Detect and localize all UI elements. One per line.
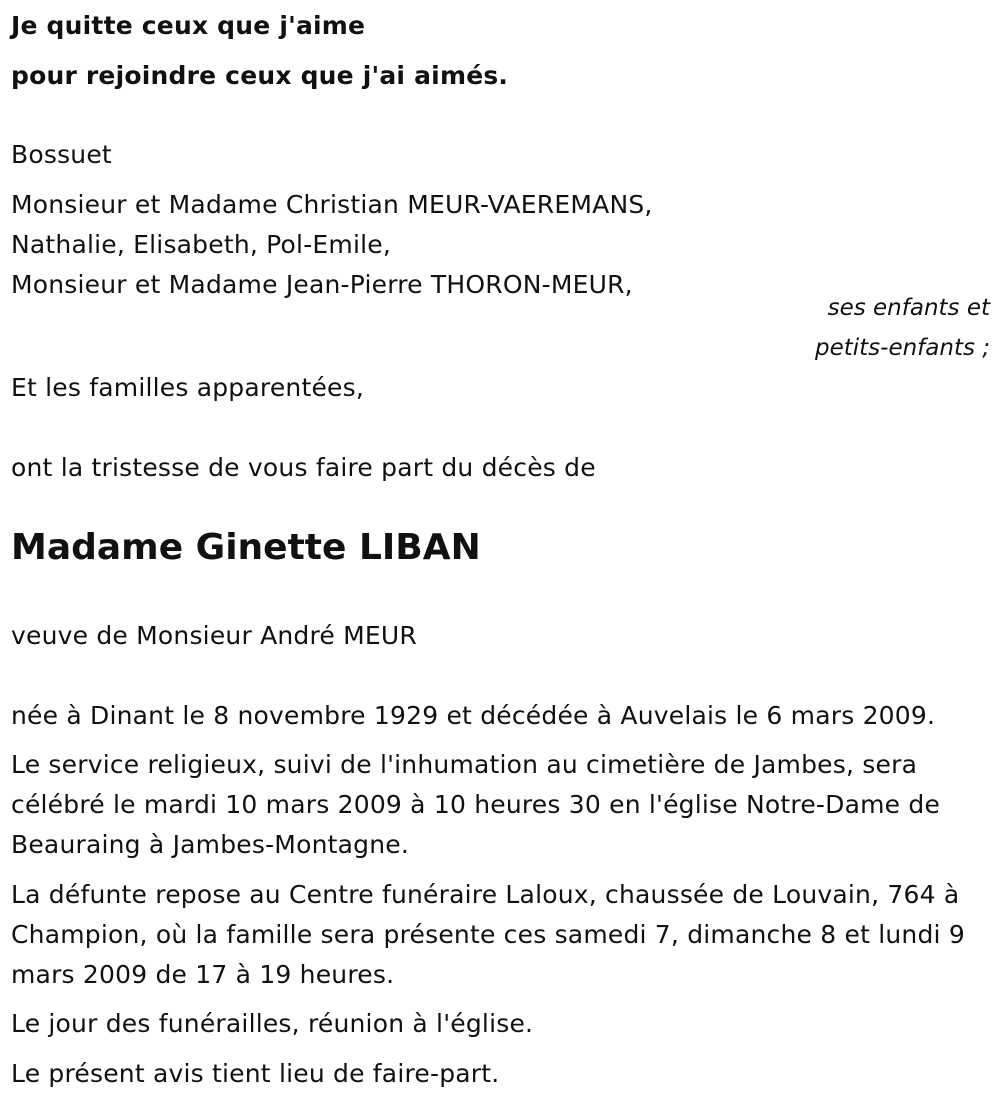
deceased-name: Madame Ginette LIBAN [11,527,481,568]
family-line-3: Monsieur et Madame Jean-Pierre THORON-MEUR, [11,270,633,299]
rest-info-paragraph: La défunte repose au Centre funéraire Laloux, chaussée de Louvain, 764 à Champion, où la famille sera présente ces samedi 7, dimanche 8 et lundi 9 mars 2009 de 17 à 19 heures. [11,880,965,989]
quote-author: Bossuet [11,140,112,169]
quote-line-1: Je quitte ceux que j'aime [11,11,366,40]
widow-of-line: veuve de Monsieur André MEUR [11,621,417,650]
relation-line-1: ses enfants et [827,295,990,321]
family-line-1: Monsieur et Madame Christian MEUR-VAEREMANS, [11,190,653,219]
notice-line: Le présent avis tient lieu de faire-part. [11,1059,500,1088]
quote-line-2: pour rejoindre ceux que j'ai aimés. [11,61,509,90]
announcement-line: ont la tristesse de vous faire part du décès de [11,453,596,482]
relatives-line: Et les familles apparentées, [11,373,364,402]
birth-death-line: née à Dinant le 8 novembre 1929 et décédée à Auvelais le 6 mars 2009. [11,701,936,730]
family-line-2: Nathalie, Elisabeth, Pol-Emile, [11,230,391,259]
relation-line-2: petits-enfants ; [814,335,990,361]
funeral-day-line: Le jour des funérailles, réunion à l'église. [11,1009,534,1038]
service-info-paragraph: Le service religieux, suivi de l'inhumation au cimetière de Jambes, sera célébré le mardi 10 mars 2009 à 10 heures 30 en l'église Notre-Dame de Beauraing à Jambes-Montagne. [11,750,941,859]
